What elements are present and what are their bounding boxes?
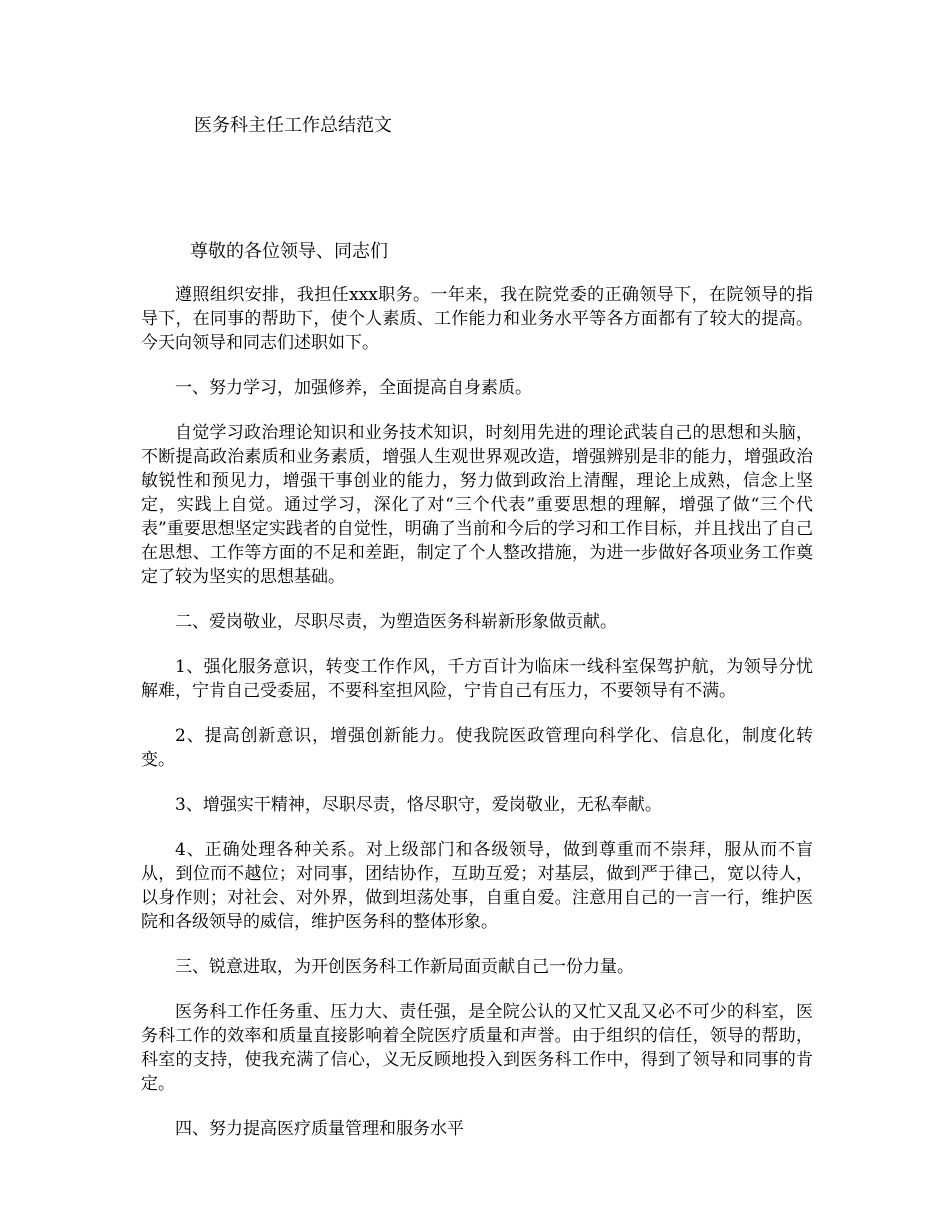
document-body [141,283,813,1162]
document-title: 医务科主任工作总结范文 [194,115,392,136]
paragraph-medical-dept: 医务科工作任务重、压力大、责任强，是全院公认的又忙又乱又必不可少的科室，医务科工作的效率和质量直接影响着全院医疗质量和声誉。由于组织的信任，领导的帮助，科室的支持，使我充满了信心，义无反顾地投入到医务科工作中，得到了领导和同事的肯定。 [141,1002,813,1094]
list-item-1: 1、强化服务意识，转变工作作风，千方百计为临床一线科室保驾护航，为领导分忧解难，宁肯自己受委屈，不要科室担风险，宁肯自己有压力，不要领导有不满。 [141,657,813,701]
section-heading-2: 二、爱岗敬业，尽职尽责，为塑造医务科崭新形象做贡献。 [175,612,617,632]
section-heading-3: 三、锐意进取，为开创医务科工作新局面贡献自己一份力量。 [175,957,634,977]
section-heading-1: 一、努力学习，加强修养，全面提高自身素质。 [175,378,532,398]
section-heading-4: 四、努力提高医疗质量管理和服务水平 [175,1119,464,1139]
paragraph-study: 自觉学习政治理论知识和业务技术知识，时刻用先进的理论武装自己的思想和头脑，不断提高政治素质和业务素质，增强人生观世界观改造，增强辨别是非的能力，增强政治敏锐性和预见力，增强干事创业的能力，努力做到政治上清醒，理论上成熟，信念上坚定，实践上自觉。通过学习，深化了对“三个代表”重要思想的理解，增强了做“三个代表”重要思想坚定实践者的自觉性，明确了当前和今后的学习和工作目标，并且找出了自己在思想、工作等方面的不足和差距，制定了个人整改措施，为进一步做好各项业务工作奠定了较为坚实的思想基础。 [141,423,813,587]
list-item-3: 3、增强实干精神，尽职尽责，恪尽职守，爱岗敬业，无私奉献。 [175,795,662,815]
salutation: 尊敬的各位领导、同志们 [190,241,388,262]
list-item-2: 2、提高创新意识，增强创新能力。使我院医政管理向科学化、信息化，制度化转变。 [141,726,813,770]
paragraph-intro: 遵照组织安排，我担任xxx职务。一年来，我在院党委的正确领导下，在院领导的指导下，在同事的帮助下，使个人素质、工作能力和业务水平等各方面都有了较大的提高。今天向领导和同志们述职如下。 [141,285,813,353]
list-item-4: 4、正确处理各种关系。对上级部门和各级领导，做到尊重而不崇拜，服从而不盲从，到位而不越位；对同事，团结协作，互助互爱；对基层，做到严于律己，宽以待人，以身作则；对社会、对外界，做到坦荡处事，自重自爱。注意用自己的一言一行，维护医院和各级领导的威信，维护医务科的整体形象。 [141,840,813,932]
